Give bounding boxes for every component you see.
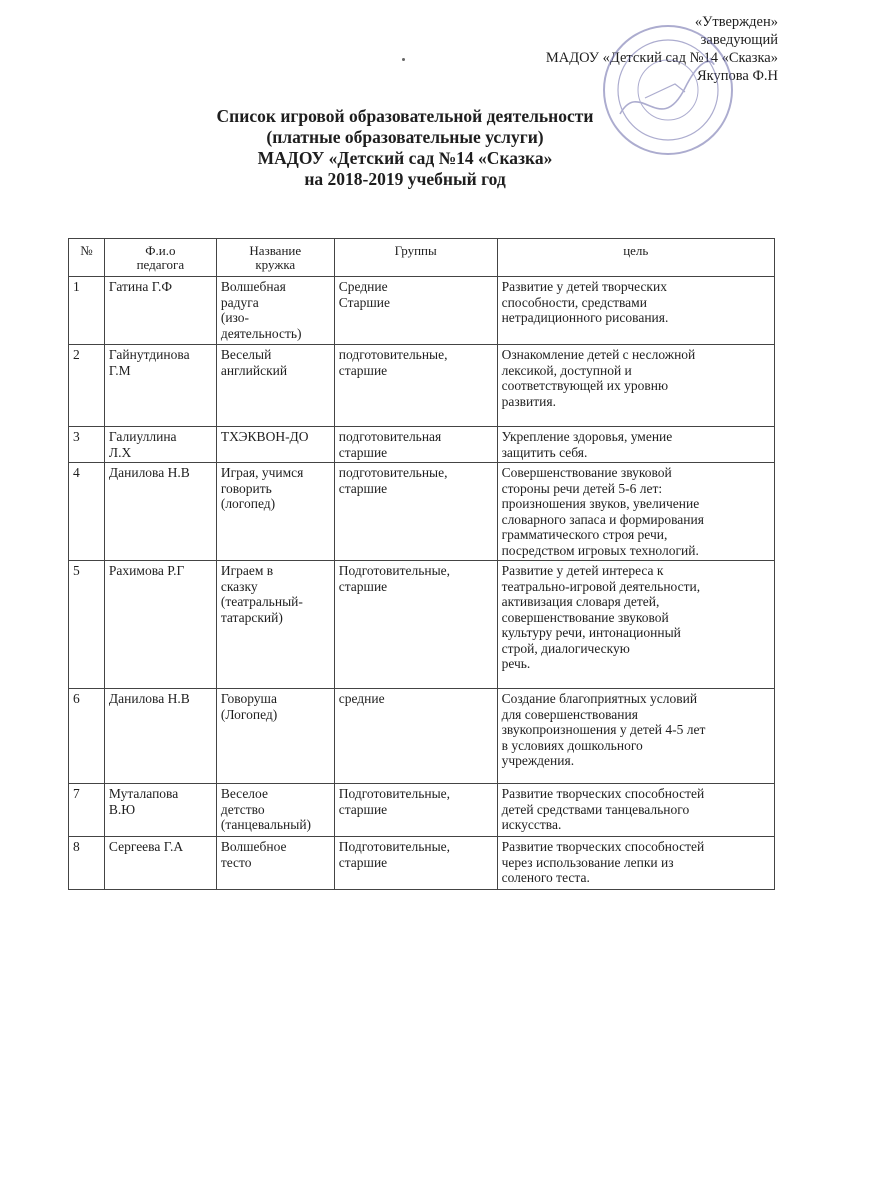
title-line-3: МАДОУ «Детский сад №14 «Сказка»	[257, 148, 553, 168]
document-title	[175, 106, 635, 190]
row-number: 4	[69, 463, 105, 561]
table-row	[69, 689, 775, 784]
club-name: Веселый английский	[216, 345, 334, 427]
group-names: подготовительные, старшие	[334, 345, 497, 427]
header-teacher: Ф.и.о педагога	[104, 239, 216, 277]
teacher-name: Гатина Г.Ф	[104, 277, 216, 345]
table-row	[69, 277, 775, 345]
group-names: подготовительная старшие	[334, 427, 497, 463]
teacher-name: Данилова Н.В	[104, 689, 216, 784]
club-name: Веселое детство (танцевальный)	[216, 784, 334, 837]
table-row	[69, 427, 775, 463]
goal-text: Создание благоприятных условий для совершенствования звукопроизношения у детей 4-5 лет в условиях дошкольного учреждения.	[497, 689, 774, 784]
row-number: 7	[69, 784, 105, 837]
goal-text: Развитие творческих способностей через использование лепки из соленого теста.	[497, 837, 774, 890]
title-line-1: Список игровой образовательной деятельности	[216, 106, 594, 126]
header-groups: Группы	[334, 239, 497, 277]
table-row	[69, 561, 775, 689]
approval-line-signatory: Якупова Ф.Н	[696, 68, 778, 84]
row-number: 1	[69, 277, 105, 345]
group-names: Средние Старшие	[334, 277, 497, 345]
row-number: 3	[69, 427, 105, 463]
row-number: 8	[69, 837, 105, 890]
header-goal: цель	[497, 239, 774, 277]
approval-line-approved: «Утвержден»	[694, 14, 778, 30]
club-name: Говоруша (Логопед)	[216, 689, 334, 784]
row-number: 2	[69, 345, 105, 427]
club-name: ТХЭКВОН-ДО	[216, 427, 334, 463]
title-line-2: (платные образовательные услуги)	[266, 127, 544, 147]
teacher-name: Муталапова В.Ю	[104, 784, 216, 837]
club-name: Волшебное тесто	[216, 837, 334, 890]
group-names: Подготовительные, старшие	[334, 837, 497, 890]
teacher-name: Гайнутдинова Г.М	[104, 345, 216, 427]
goal-text: Совершенствование звуковой стороны речи детей 5-6 лет: произношения звуков, увеличение словарного запаса и формирования грамматического строя речи, посредством игровых технологий.	[497, 463, 774, 561]
club-name: Играя, учимся говорить (логопед)	[216, 463, 334, 561]
header-club: Название кружка	[216, 239, 334, 277]
header-number: №	[69, 239, 105, 277]
goal-text: Развитие у детей творческих способности, средствами нетрадиционного рисования.	[497, 277, 774, 345]
table-header-row	[69, 239, 775, 277]
goal-text: Укрепление здоровья, умение защитить себя.	[497, 427, 774, 463]
goal-text: Ознакомление детей с несложной лексикой, доступной и соответствующей их уровню развития.	[497, 345, 774, 427]
group-names: Подготовительные, старшие	[334, 561, 497, 689]
table-row	[69, 345, 775, 427]
table-row	[69, 463, 775, 561]
title-line-4: на 2018-2019 учебный год	[304, 169, 506, 189]
teacher-name: Галиуллина Л.Х	[104, 427, 216, 463]
goal-text: Развитие у детей интереса к театрально-игровой деятельности, активизация словаря детей, совершенствование звуковой культуру речи, интонационный строй, диалогическую речь.	[497, 561, 774, 689]
scan-speck	[402, 58, 405, 61]
row-number: 5	[69, 561, 105, 689]
club-name: Играем в сказку (театральный- татарский)	[216, 561, 334, 689]
group-names: Подготовительные, старшие	[334, 784, 497, 837]
teacher-name: Сергеева Г.А	[104, 837, 216, 890]
table-row	[69, 837, 775, 890]
row-number: 6	[69, 689, 105, 784]
activities-table	[68, 238, 775, 890]
approval-line-organization: МАДОУ «Детский сад №14 «Сказка»	[545, 50, 778, 66]
goal-text: Развитие творческих способностей детей средствами танцевального искусства.	[497, 784, 774, 837]
approval-line-position: заведующий	[700, 32, 778, 48]
club-name: Волшебная радуга (изо- деятельность)	[216, 277, 334, 345]
group-names: подготовительные, старшие	[334, 463, 497, 561]
teacher-name: Данилова Н.В	[104, 463, 216, 561]
table-row	[69, 784, 775, 837]
group-names: средние	[334, 689, 497, 784]
teacher-name: Рахимова Р.Г	[104, 561, 216, 689]
